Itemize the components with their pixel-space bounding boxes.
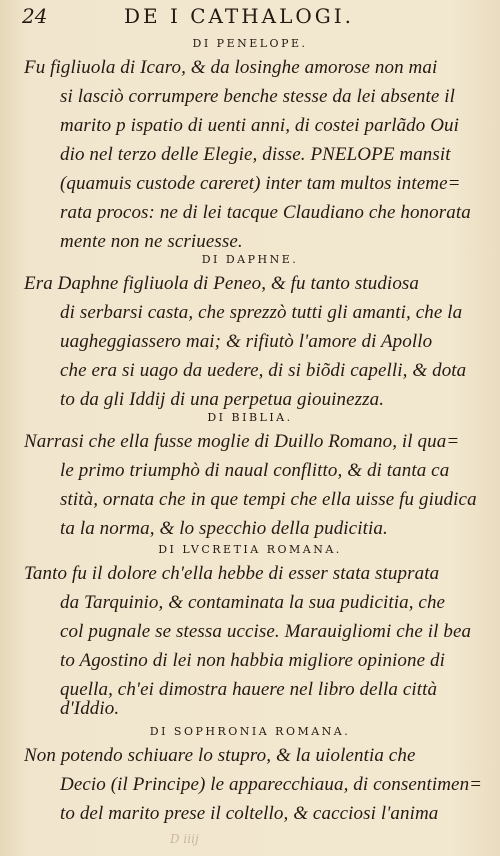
text-line: dio nel terzo delle Elegie, disse. PNELOPE mansit — [60, 144, 451, 165]
text-line: le primo triumphò di naual conflitto, & di tanta ca — [60, 460, 450, 481]
section-heading-biblia: DI BIBLIA. — [207, 411, 293, 424]
text-line: Era Daphne figliuola di Peneo, & fu tanto studiosa — [24, 273, 420, 294]
text-line: uagheggiassero mai; & rifiutò l'amore di Apollo — [60, 331, 433, 352]
text-line: di serbarsi casta, che sprezzò tutti gli amanti, che la — [60, 302, 463, 323]
text-line: col pugnale se stessa uccise. Marauigliomi che il bea — [60, 621, 472, 642]
text-line: Narrasi che ella fusse moglie di Duillo Romano, il qua= — [24, 431, 460, 452]
running-head — [22, 4, 462, 28]
text-line: ta la norma, & lo specchio della pudicitia. — [60, 518, 388, 539]
section-heading-lucretia: DI LVCRETIA ROMANA. — [158, 543, 342, 556]
section-heading-penelope: DI PENELOPE. — [192, 37, 308, 50]
text-line: to da gli Iddij di una perpetua giouinezza. — [60, 389, 385, 410]
text-line: rata procos: ne di lei tacque Claudiano che honorata — [60, 202, 471, 223]
text-line: (quamuis custode careret) inter tam multos inteme= — [60, 173, 461, 194]
page-number: 24 — [22, 4, 48, 28]
signature-mark: D iiij — [170, 832, 199, 846]
text-line: da Tarquinio, & contaminata la sua pudicitia, che — [60, 592, 446, 613]
section-heading-sophronia: DI SOPHRONIA ROMANA. — [149, 725, 351, 738]
text-line: si lasciò corrumpere benche stesse da lei absente il — [60, 86, 455, 107]
section-heading-daphne: DI DAPHNE. — [201, 253, 299, 266]
text-line: stità, ornata che in que tempi che ella uisse fu giudica — [60, 489, 477, 510]
text-line: Fu figliuola di Icaro, & da losinghe amorose non mai — [24, 57, 438, 78]
text-line: quella, ch'ei dimostra hauere nel libro della città — [60, 679, 438, 700]
text-line: mente non ne scriuesse. — [60, 231, 243, 252]
text-line: Decio (il Principe) le apparecchiaua, di consentimen= — [60, 774, 483, 795]
running-title: DE I CATHALOGI. — [124, 4, 355, 28]
text-line: to Agostino di lei non habbia migliore opinione di — [60, 650, 445, 671]
text-line: to del marito prese il coltello, & cacciosi l'anima — [60, 803, 439, 824]
text-line: Tanto fu il dolore ch'ella hebbe di esser stata stuprata — [24, 563, 440, 584]
text-line: Non potendo schiuare lo stupro, & la uiolentia che — [24, 745, 416, 766]
text-line: marito p ispatio di uenti anni, di costei parlãdo Oui — [60, 115, 460, 136]
text-line: d'Iddio. — [60, 698, 120, 719]
text-line: che era si uago da uedere, di si biõdi capelli, & dota — [60, 360, 467, 381]
